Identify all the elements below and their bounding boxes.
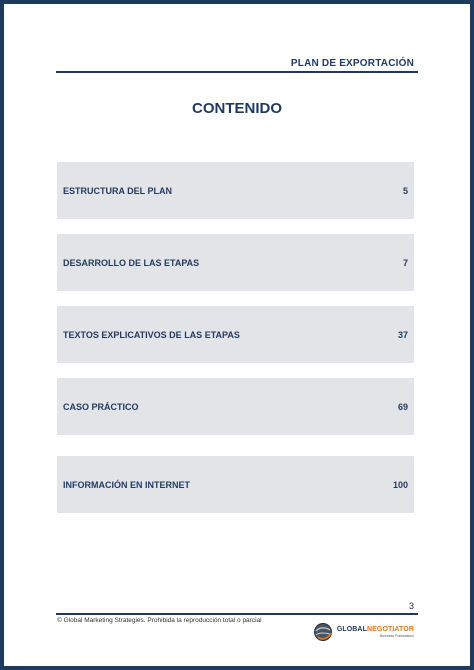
toc-entry-label: INFORMACIÓN EN INTERNET	[63, 479, 190, 490]
toc-entry-internet[interactable]	[57, 456, 414, 513]
toc-entry-page: 100	[392, 479, 408, 490]
toc-entry-desarrollo[interactable]	[57, 234, 414, 291]
logo-word-global: GLOBAL	[336, 625, 367, 633]
toc-entry-page: 37	[397, 329, 408, 340]
toc-entry-label: CASO PRÁCTICO	[63, 401, 139, 412]
page-number: 3	[408, 601, 414, 611]
logo-wordmark	[337, 626, 414, 639]
toc-entry-label: ESTRUCTURA DEL PLAN	[63, 185, 173, 196]
toc-entry-label: DESARROLLO DE LAS ETAPAS	[63, 257, 200, 268]
toc-entry-page: 5	[402, 185, 408, 196]
header-divider	[56, 71, 418, 73]
globe-swirl-icon	[313, 622, 333, 642]
logo-word-negotiator: NEGOTIATOR	[366, 625, 414, 633]
toc-entry-page: 7	[402, 257, 408, 268]
page-title: CONTENIDO	[192, 100, 282, 117]
toc-entry-estructura[interactable]	[57, 162, 414, 219]
logo-subtitle: Business Publications	[379, 633, 414, 638]
toc-entry-textos[interactable]	[57, 306, 414, 363]
toc-entry-label: TEXTOS EXPLICATIVOS DE LAS ETAPAS	[63, 329, 240, 340]
publisher-logo	[313, 622, 414, 642]
toc-entry-caso-practico[interactable]	[57, 378, 414, 435]
header-title: PLAN DE EXPORTACIÓN	[290, 58, 414, 69]
footer-divider	[56, 613, 418, 615]
copyright-notice: © Global Marketing Strategies. Prohibida la reproducción total o parcial	[57, 617, 262, 624]
toc-entry-page: 69	[397, 401, 408, 412]
